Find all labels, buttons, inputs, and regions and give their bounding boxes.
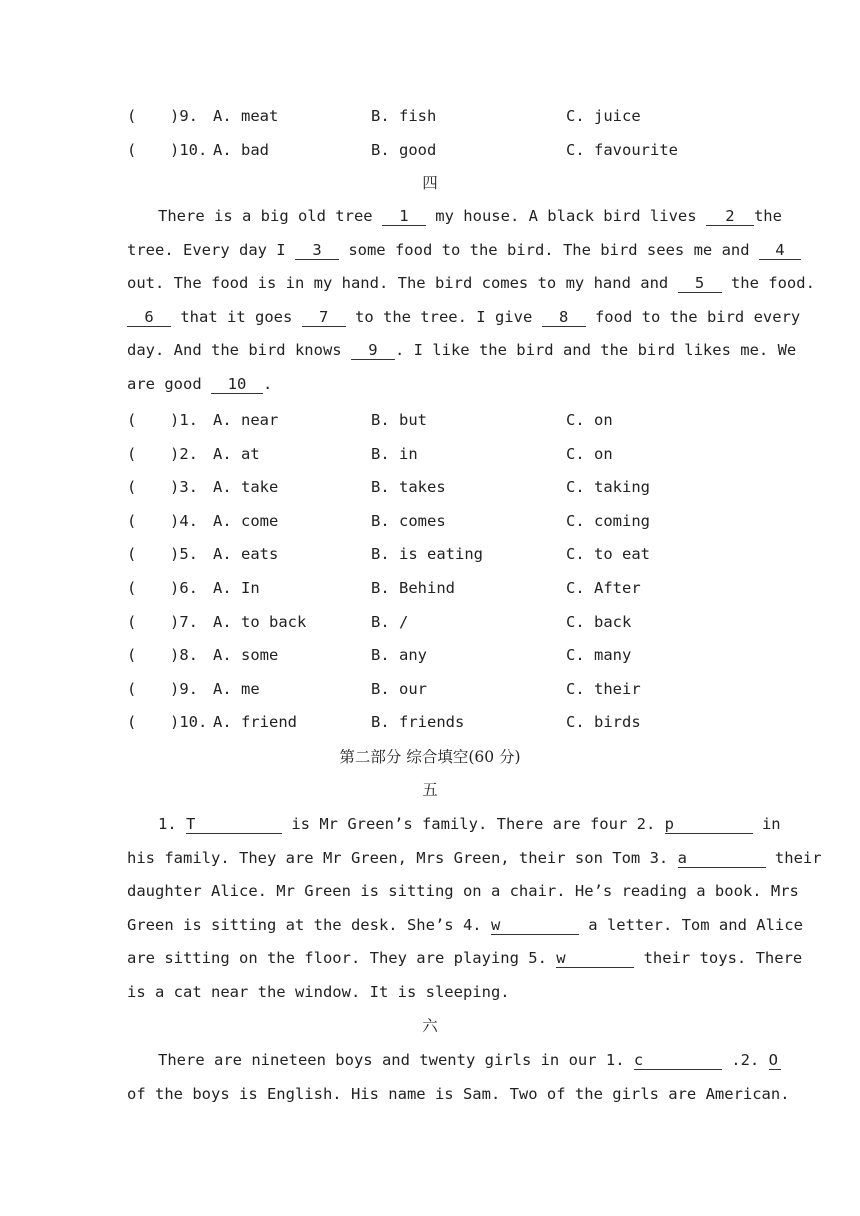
fill-passage	[127, 808, 822, 1010]
blank[interactable]: 6	[127, 308, 171, 327]
option-a: A. friend	[213, 713, 297, 732]
option-b: B. comes	[371, 511, 446, 530]
question-row	[0, 508, 860, 534]
question-row	[0, 541, 860, 567]
option-b: B. Behind	[371, 579, 455, 597]
passage-line: tree. Every day I 3 some food to the bird. The bird sees me and 4	[127, 234, 733, 268]
question-number: )10.	[170, 141, 208, 159]
question-row	[0, 609, 860, 635]
option-b: B. but	[371, 411, 427, 429]
answer-paren[interactable]: (	[127, 646, 137, 665]
option-c: C. After	[566, 579, 641, 597]
question-row	[0, 676, 860, 702]
blank[interactable]: 9	[351, 341, 395, 360]
option-c: C. on	[566, 444, 613, 463]
option-b: B. is eating	[371, 545, 483, 564]
answer-paren[interactable]: (	[127, 579, 137, 597]
question-row	[0, 642, 860, 668]
option-a: A. meat	[213, 107, 279, 125]
fill-passage	[127, 1044, 790, 1111]
blank[interactable]: 7	[302, 308, 346, 327]
option-c: C. on	[566, 411, 613, 429]
option-a: A. eats	[213, 545, 279, 564]
option-a: A. take	[213, 478, 279, 497]
blank[interactable]: 2	[706, 207, 754, 226]
answer-paren[interactable]: (	[127, 478, 137, 497]
option-b: B. in	[371, 444, 418, 463]
passage-line: out. The food is in my hand. The bird comes to my hand and 5 the food.	[127, 274, 815, 293]
blank[interactable]: O	[769, 1051, 781, 1070]
option-c: C. to eat	[566, 545, 650, 564]
question-row	[0, 474, 860, 500]
question-number: )1.	[170, 411, 198, 429]
answer-paren[interactable]: (	[127, 545, 137, 564]
passage-line: his family. They are Mr Green, Mrs Green, their son Tom 3. a their	[127, 848, 822, 867]
option-a: A. some	[213, 646, 279, 665]
question-number: )7.	[170, 612, 198, 631]
option-b: B. any	[371, 646, 427, 665]
option-a: A. come	[213, 511, 279, 530]
passage-line: are sitting on the floor. They are playing 5. w their toys. There	[127, 949, 803, 968]
option-b: B. friends	[371, 713, 465, 732]
answer-paren[interactable]: (	[127, 411, 137, 429]
section-heading: 六	[422, 1017, 438, 1035]
blank[interactable]: c	[634, 1051, 722, 1070]
option-a: A. at	[213, 444, 260, 463]
blank[interactable]: 3	[295, 241, 339, 260]
option-c: C. coming	[566, 511, 650, 530]
question-number: )2.	[170, 444, 198, 463]
blank[interactable]: w	[556, 949, 634, 968]
answer-paren[interactable]: (	[127, 679, 137, 698]
option-a: A. near	[213, 411, 279, 429]
blank[interactable]: w	[491, 916, 579, 935]
option-c: C. birds	[566, 713, 641, 732]
blank[interactable]: a	[678, 849, 766, 868]
answer-paren[interactable]: (	[127, 612, 137, 631]
option-a: A. In	[213, 579, 260, 597]
question-number: )9.	[170, 679, 198, 698]
option-c: C. many	[566, 646, 632, 665]
passage-line: day. And the bird knows 9 . I like the bird and the bird likes me. We	[127, 341, 797, 360]
passage-line: Green is sitting at the desk. She’s 4. w a letter. Tom and Alice	[127, 915, 803, 934]
option-a: A. bad	[213, 141, 269, 159]
option-b: B. our	[371, 679, 427, 698]
question-row	[0, 441, 860, 467]
question-row	[0, 137, 860, 163]
question-number: )4.	[170, 511, 198, 530]
option-b: B. good	[371, 141, 437, 159]
option-c: C. their	[566, 679, 641, 698]
section-heading: 四	[422, 174, 438, 192]
question-row	[0, 407, 860, 433]
section-heading: 五	[422, 781, 438, 799]
option-b: B. /	[371, 612, 409, 631]
cloze-passage	[127, 200, 815, 402]
option-b: B. takes	[371, 478, 446, 497]
blank[interactable]: 10	[211, 375, 263, 394]
option-c: C. favourite	[566, 141, 678, 159]
question-number: )3.	[170, 478, 198, 497]
option-c: C. taking	[566, 478, 650, 497]
question-row	[0, 709, 860, 735]
blank[interactable]: 1	[382, 207, 426, 226]
blank[interactable]: 8	[542, 308, 586, 327]
answer-paren[interactable]: (	[127, 107, 137, 125]
option-c: C. juice	[566, 107, 641, 125]
question-row	[0, 103, 860, 129]
option-a: A. me	[213, 679, 260, 698]
blank[interactable]: T	[186, 815, 282, 834]
question-number: )6.	[170, 579, 198, 597]
passage-line: 6 that it goes 7 to the tree. I give 8 food to the bird every	[127, 301, 733, 335]
blank[interactable]: 4	[759, 241, 801, 260]
answer-paren[interactable]: (	[127, 141, 137, 159]
passage-line: 1. T is Mr Green’s family. There are four 2. p in	[158, 815, 781, 833]
blank[interactable]: p	[665, 815, 753, 834]
passage-line: There is a big old tree 1 my house. A black bird lives 2 the	[158, 207, 782, 225]
part-title: 第二部分 综合填空(60 分)	[339, 748, 521, 766]
question-row	[0, 575, 860, 601]
answer-paren[interactable]: (	[127, 511, 137, 530]
passage-line: are good 10 .	[127, 374, 273, 393]
question-number: )10.	[170, 713, 208, 732]
question-number: )8.	[170, 646, 198, 665]
option-a: A. to back	[213, 612, 307, 631]
passage-line: There are nineteen boys and twenty girls in our 1. c .2. O	[127, 1044, 733, 1078]
passage-line: daughter Alice. Mr Green is sitting on a chair. He’s reading a book. Mrs	[127, 882, 799, 901]
answer-paren[interactable]: (	[127, 713, 137, 732]
option-b: B. fish	[371, 107, 437, 125]
option-c: C. back	[566, 612, 632, 631]
answer-paren[interactable]: (	[127, 444, 137, 463]
question-number: )9.	[170, 107, 198, 125]
blank[interactable]: 5	[678, 274, 722, 293]
question-number: )5.	[170, 545, 198, 564]
passage-line: of the boys is English. His name is Sam. Two of the girls are American.	[127, 1084, 790, 1103]
passage-line: is a cat near the window. It is sleeping.	[127, 982, 510, 1001]
